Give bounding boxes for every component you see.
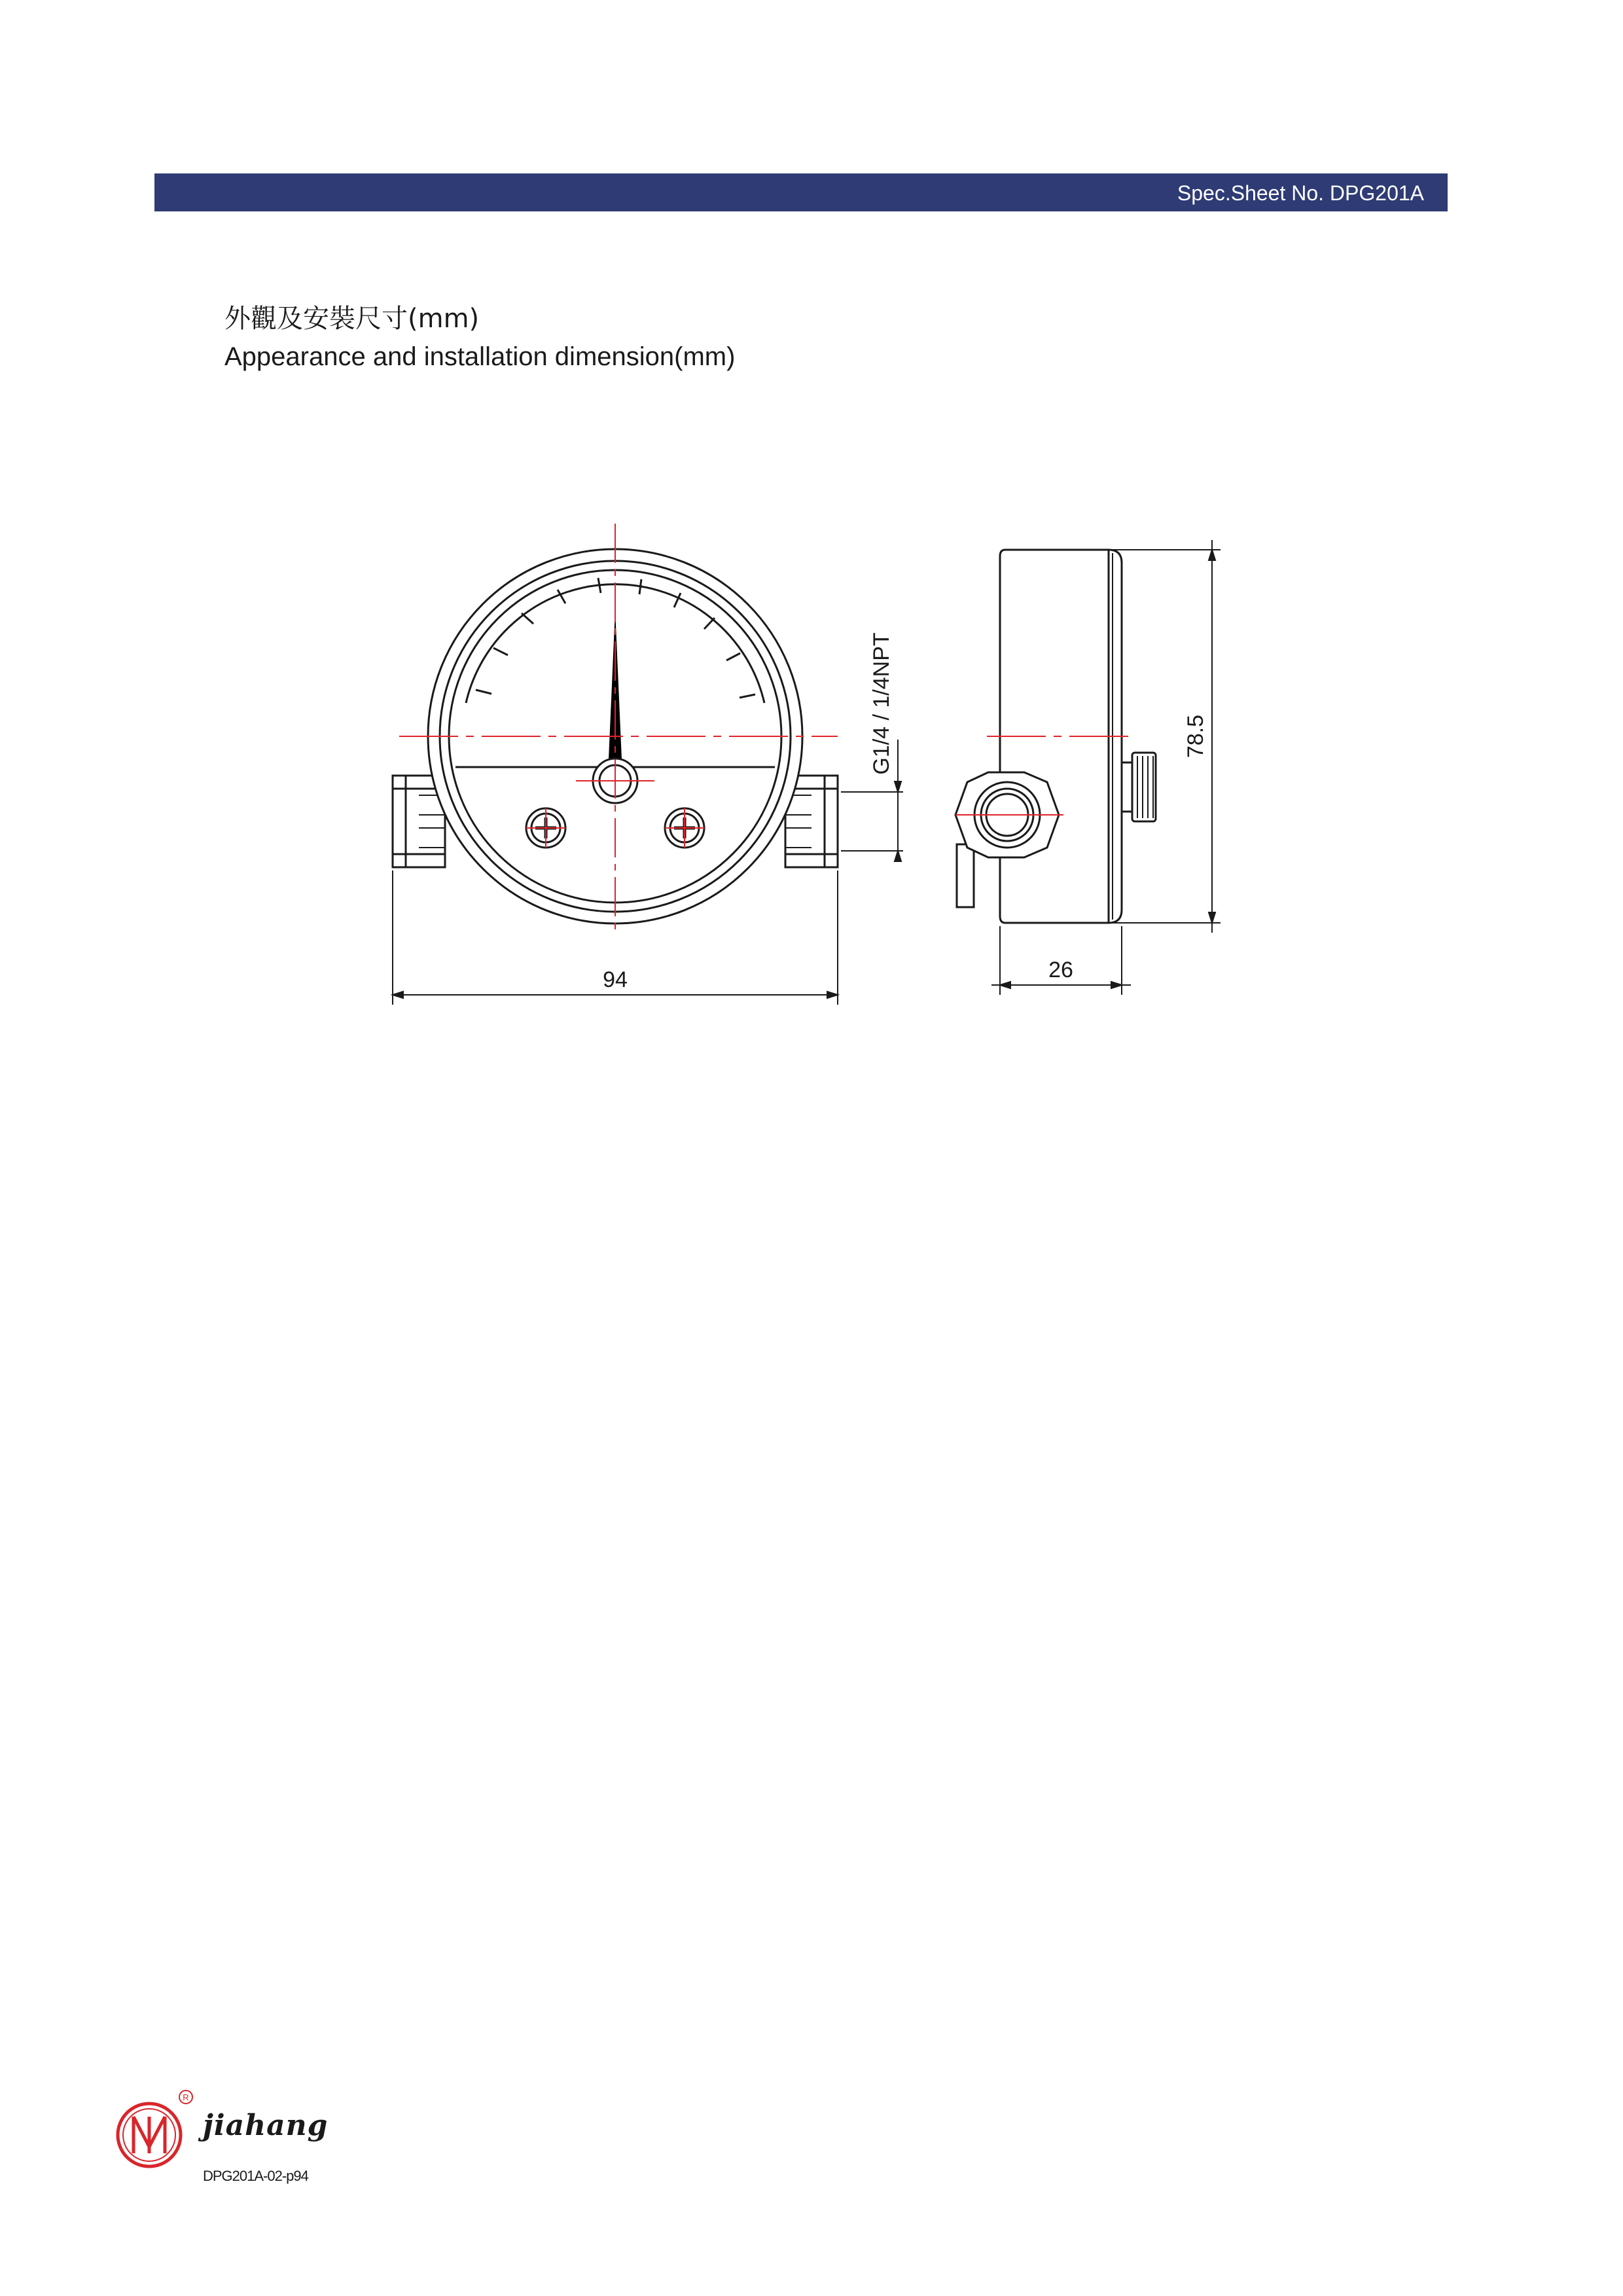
section-title-cn: 外觀及安裝尺寸(mm) xyxy=(224,304,480,334)
adjuster-knob xyxy=(1122,753,1156,821)
dim-width-label: 94 xyxy=(603,967,628,992)
jiahang-circle-logo-icon xyxy=(115,2088,194,2173)
registered-mark: R xyxy=(183,2092,189,2102)
spec-sheet-number: Spec.Sheet No. DPG201A xyxy=(1177,181,1424,205)
dim-depth-label: 26 xyxy=(1048,958,1073,982)
section-title-en: Appearance and installation dimension(mm) xyxy=(224,342,736,371)
document-code: DPG201A-02-p94 xyxy=(203,2168,308,2184)
dim-height-label: 78.5 xyxy=(1183,714,1208,759)
dim-thread-label: G1/4 / 1/4NPT xyxy=(869,632,894,775)
brand-name: jiahang xyxy=(203,2109,329,2142)
